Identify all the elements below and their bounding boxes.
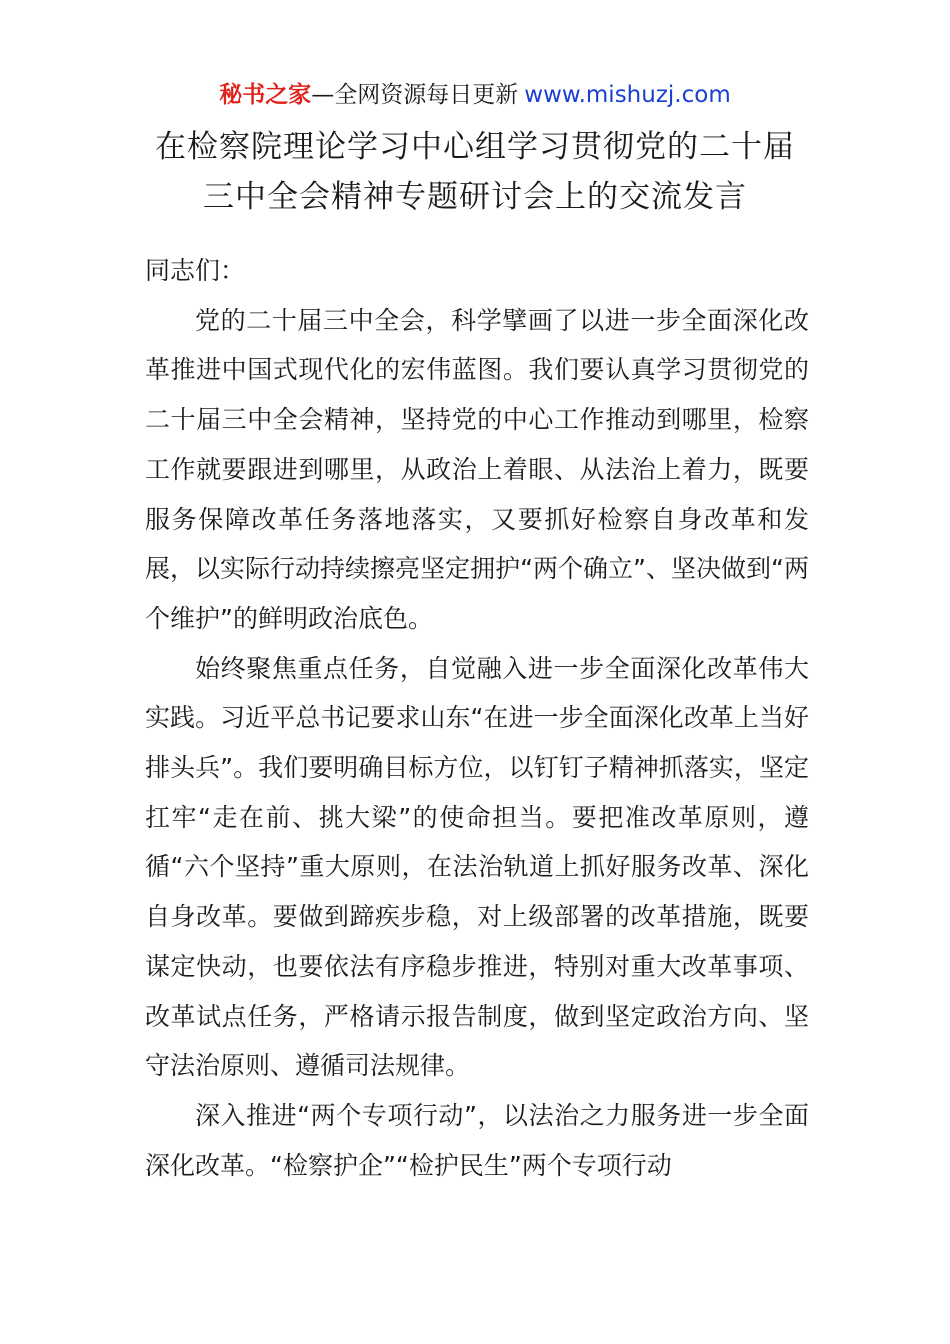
paragraph-2: 始终聚焦重点任务，自觉融入进一步全面深化改革伟大实践。习近平总书记要求山东“在进一步全面深化改革上当好排头兵”。我们要明确目标方位，以钉钉子精神抓落实，坚定扛牢“走在前、挑大梁”的使命担当。要把准改革原则，遵循“六个坚持”重大原则，在法治轨道上抓好服务改革、深化自身改革。要做到蹄疾步稳，对上级部署的改革措施，既要谋定快动，也要依法有序稳步推进，特别对重大改革事项、改革试点任务，严格请示报告制度，做到坚定政治方向、坚守法治原则、遵循司法规律。 (145, 653, 809, 1081)
paragraph-1: 党的二十届三中全会，科学擘画了以进一步全面深化改革推进中国式现代化的宏伟蓝图。我们要认真学习贯彻党的二十届三中全会精神，坚持党的中心工作推动到哪里，检察工作就要跟进到哪里，从政治上着眼、从法治上着力，既要服务保障改革任务落地落实，又要抓好检察自身改革和发展，以实际行动持续擦亮坚定拥护“两个确立”、坚决做到“两个维护”的鲜明政治底色。 (145, 305, 809, 633)
document-title (0, 122, 950, 222)
site-brand: 秘书之家 (219, 82, 312, 108)
document-body (145, 246, 809, 1190)
site-header (0, 78, 950, 112)
paragraph-3: 深入推进“两个专项行动”，以法治之力服务进一步全面深化改革。“检察护企”“检护民生”两个专项行动 (145, 1100, 809, 1180)
site-url-link[interactable]: www.mishuzj.com (524, 82, 731, 108)
site-tagline: —全网资源每日更新 (311, 82, 519, 108)
title-line-2: 三中全会精神专题研讨会上的交流发言 (203, 179, 747, 215)
salutation: 同志们： (145, 256, 246, 285)
title-line-1: 在检察院理论学习中心组学习贯彻党的二十届 (155, 129, 795, 165)
